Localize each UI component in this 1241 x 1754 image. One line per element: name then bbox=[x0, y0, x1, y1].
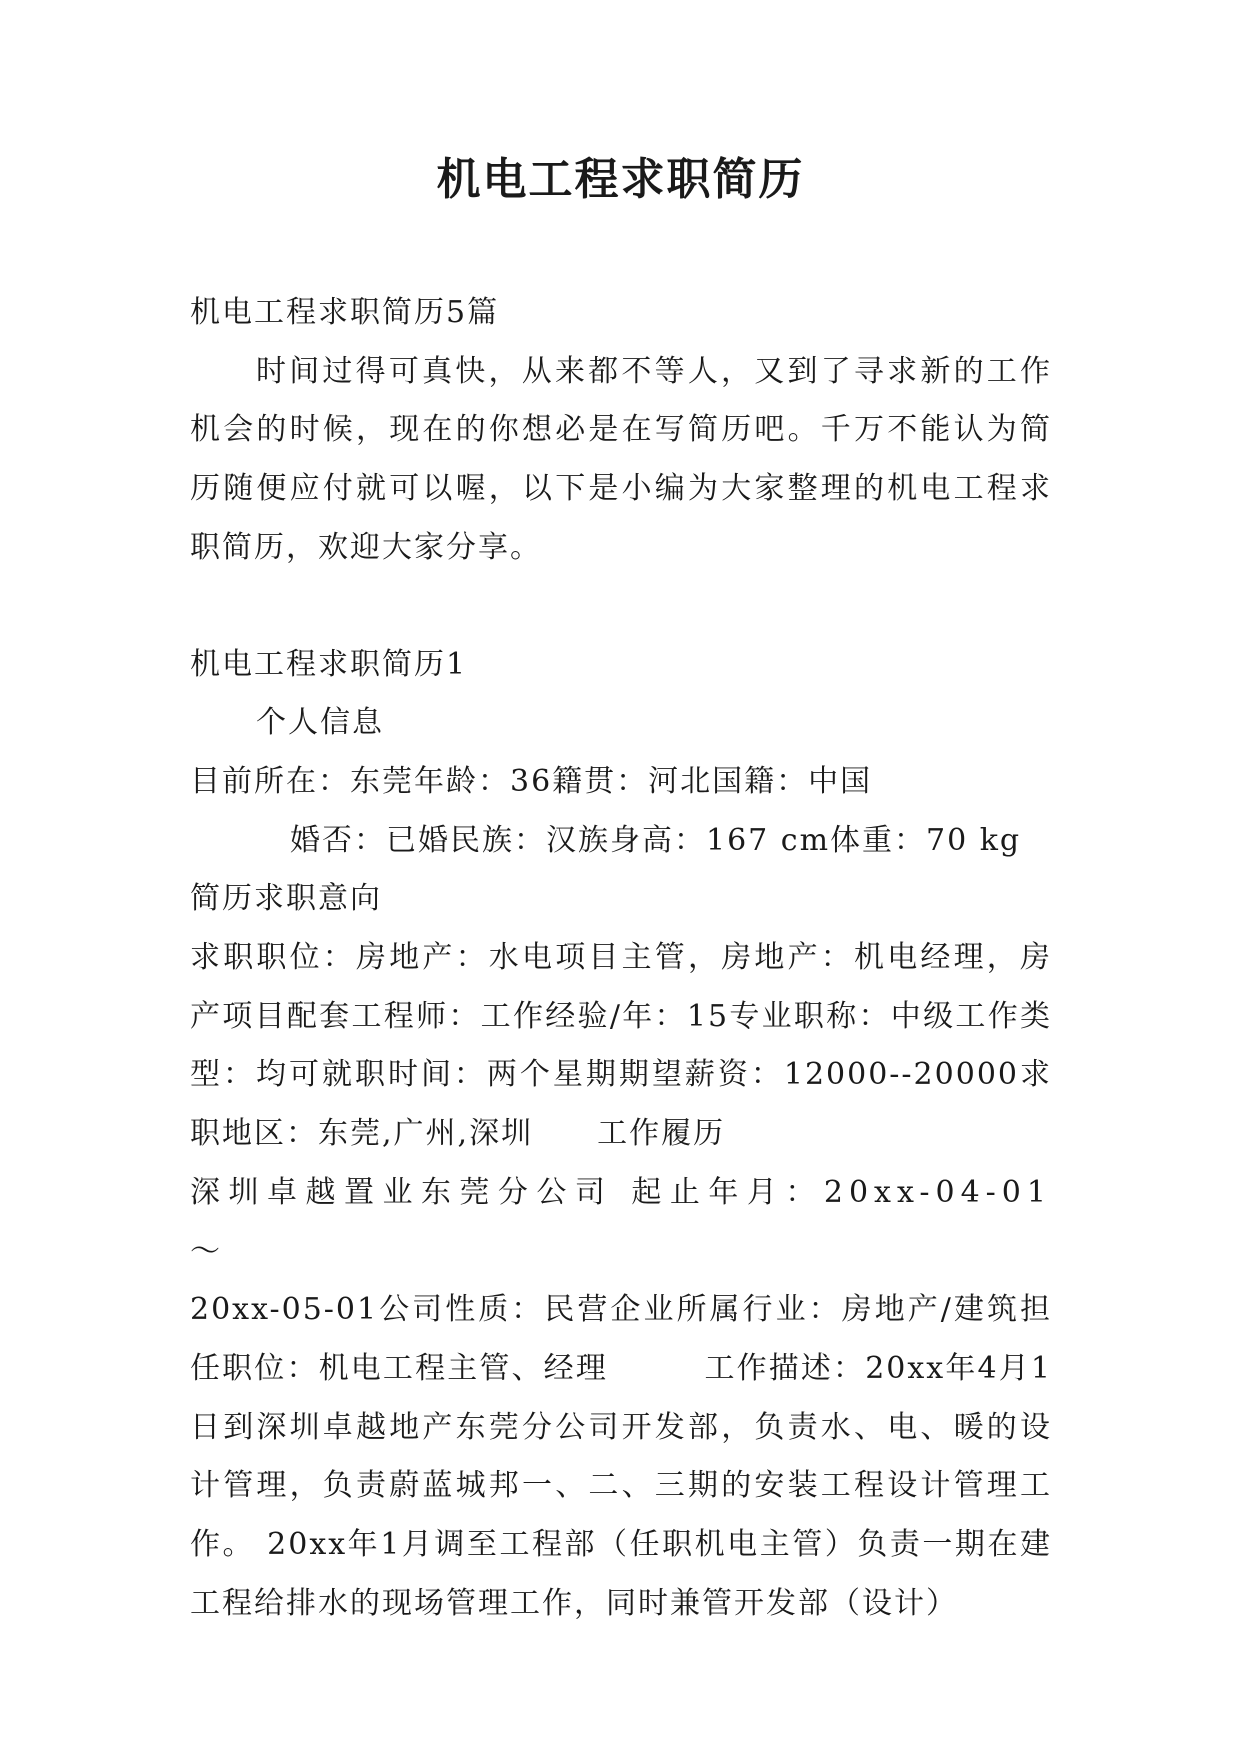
work-company-line: 深圳卓越置业东莞分公司 起止年月：20xx-04-01 ～ bbox=[190, 1174, 1052, 1269]
paragraph-gap bbox=[190, 578, 1052, 636]
intent-heading: 简历求职意向 bbox=[190, 881, 382, 917]
intent-paragraph: 求职职位：房地产：水电项目主管，房地产：机电经理，房产项目配套工程师：工作经验/年：15专业职称：中级工作类型：均可就职时间：两个星期期望薪资：12000--20000求职地区：东莞,广州,深圳 工作履历 bbox=[190, 940, 1052, 1152]
document-title: 机电工程求职简历 bbox=[436, 154, 805, 205]
document-subtitle: 机电工程求职简历5篇 bbox=[190, 295, 500, 330]
work-paragraph: 20xx-05-01公司性质：民营企业所属行业：房地产/建筑担任职位：机电工程主管、经理 工作描述：20xx年4月1日到深圳卓越地产东莞分公司开发部，负责水、电、暖的设计管理，负责蔚蓝城邦一、二、三期的安装工程设计管理工作。 20xx年1月调至工程部（任职机电主管）负责一期在建工程给排水的现场管理工作，同时兼管开发部（设计） bbox=[190, 1292, 1052, 1621]
personal-info-line-1: 目前所在：东莞年龄：36籍贯：河北国籍：中国 bbox=[190, 763, 873, 799]
section-title: 机电工程求职简历1 bbox=[190, 646, 468, 682]
personal-info-line-2: 婚否：已婚民族：汉族身高：167 cm体重：70 kg bbox=[290, 822, 1022, 858]
document-body bbox=[190, 284, 1052, 1633]
intro-paragraph: 时间过得可真快，从来都不等人，又到了寻求新的工作机会的时候，现在的你想必是在写简历吧。千万不能认为简历随便应付就可以喔，以下是小编为大家整理的机电工程求职简历，欢迎大家分享。 bbox=[190, 353, 1052, 565]
personal-info-heading: 个人信息 bbox=[256, 705, 384, 741]
